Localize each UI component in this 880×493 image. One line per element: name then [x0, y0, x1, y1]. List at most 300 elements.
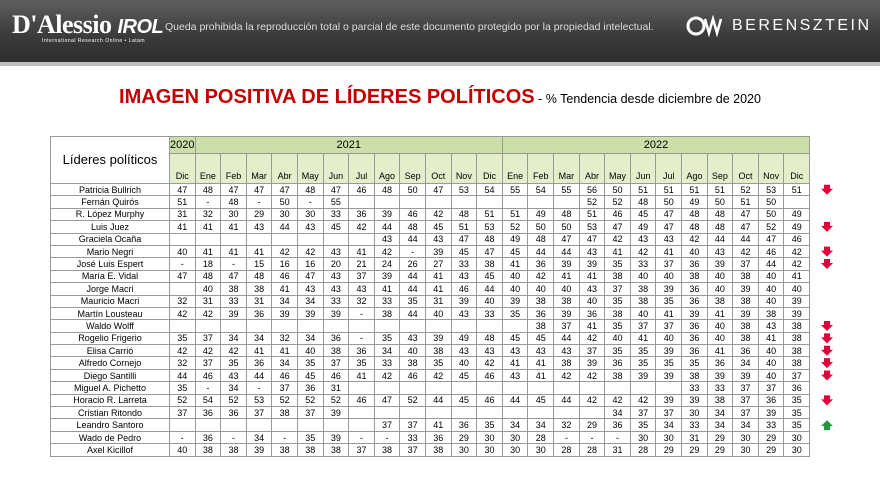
value-cell: 50: [528, 221, 554, 233]
value-cell: [221, 233, 247, 245]
value-cell: 31: [170, 208, 196, 220]
value-cell: [374, 382, 400, 394]
trend-down-arrow-icon: [821, 247, 833, 257]
value-cell: 34: [272, 357, 298, 369]
value-cell: 42: [170, 345, 196, 357]
value-cell: [400, 382, 426, 394]
value-cell: [451, 196, 477, 208]
value-cell: 44: [246, 369, 272, 381]
corner-label: Líderes políticos: [51, 137, 170, 184]
month-header: Oct: [425, 154, 451, 184]
value-cell: 44: [477, 283, 503, 295]
table-row: [51, 382, 810, 394]
value-cell: [221, 320, 247, 332]
value-cell: [170, 233, 196, 245]
value-cell: 39: [425, 332, 451, 344]
table-row: [51, 221, 810, 233]
value-cell: 29: [707, 444, 733, 456]
value-cell: 28: [579, 444, 605, 456]
value-cell: 48: [451, 208, 477, 220]
trend-down-arrow-icon: [821, 321, 833, 331]
value-cell: [605, 382, 631, 394]
value-cell: 45: [297, 369, 323, 381]
value-cell: 39: [579, 357, 605, 369]
value-cell: 37: [733, 407, 759, 419]
value-cell: 33: [323, 295, 349, 307]
leader-name: Diego Santilli: [51, 369, 170, 381]
value-cell: 41: [272, 283, 298, 295]
value-cell: 47: [451, 233, 477, 245]
leader-name: Waldo Wolff: [51, 320, 170, 332]
value-cell: 40: [605, 332, 631, 344]
value-cell: [425, 407, 451, 419]
value-cell: 43: [349, 283, 375, 295]
table-row: [51, 196, 810, 208]
leader-name: Mario Negri: [51, 245, 170, 257]
value-cell: 51: [733, 196, 759, 208]
value-cell: 36: [425, 431, 451, 443]
value-cell: [374, 196, 400, 208]
value-cell: 31: [425, 295, 451, 307]
value-cell: [425, 320, 451, 332]
value-cell: 27: [425, 258, 451, 270]
value-cell: 40: [784, 283, 810, 295]
value-cell: 41: [707, 307, 733, 319]
value-cell: 47: [425, 184, 451, 196]
value-cell: 52: [579, 196, 605, 208]
value-cell: 38: [297, 444, 323, 456]
value-cell: 35: [170, 382, 196, 394]
value-cell: 38: [221, 283, 247, 295]
value-cell: 54: [477, 184, 503, 196]
value-cell: [272, 233, 298, 245]
value-cell: 50: [707, 196, 733, 208]
value-cell: 42: [733, 245, 759, 257]
value-cell: 39: [758, 407, 784, 419]
value-cell: 34: [733, 357, 759, 369]
value-cell: [477, 196, 503, 208]
value-cell: 36: [528, 258, 554, 270]
value-cell: 38: [221, 444, 247, 456]
value-cell: 35: [605, 320, 631, 332]
value-cell: -: [374, 431, 400, 443]
value-cell: 38: [272, 444, 298, 456]
value-cell: 49: [784, 208, 810, 220]
table-row: [51, 208, 810, 220]
value-cell: -: [170, 258, 196, 270]
value-cell: 30: [733, 444, 759, 456]
value-cell: 50: [656, 196, 682, 208]
month-header: Dic: [170, 154, 196, 184]
value-cell: 48: [297, 184, 323, 196]
value-cell: 43: [221, 369, 247, 381]
value-cell: 51: [656, 184, 682, 196]
value-cell: 39: [682, 394, 708, 406]
value-cell: 36: [297, 382, 323, 394]
value-cell: 39: [656, 283, 682, 295]
value-cell: 33: [400, 431, 426, 443]
value-cell: 34: [374, 345, 400, 357]
value-cell: 50: [758, 196, 784, 208]
value-cell: 30: [784, 431, 810, 443]
table-row: [51, 270, 810, 282]
value-cell: 38: [758, 307, 784, 319]
value-cell: [400, 407, 426, 419]
value-cell: 37: [272, 382, 298, 394]
value-cell: 36: [682, 332, 708, 344]
value-cell: 45: [477, 270, 503, 282]
value-cell: 47: [170, 270, 196, 282]
month-header: Sep: [707, 154, 733, 184]
value-cell: 41: [195, 221, 221, 233]
value-cell: 40: [758, 357, 784, 369]
value-cell: 40: [758, 369, 784, 381]
value-cell: 34: [707, 407, 733, 419]
value-cell: 38: [707, 295, 733, 307]
month-header: Feb: [528, 154, 554, 184]
value-cell: [323, 320, 349, 332]
value-cell: 29: [246, 208, 272, 220]
value-cell: [477, 382, 503, 394]
value-cell: 47: [656, 221, 682, 233]
value-cell: 39: [656, 345, 682, 357]
value-cell: 18: [195, 258, 221, 270]
value-cell: 53: [246, 394, 272, 406]
value-cell: [170, 283, 196, 295]
value-cell: 45: [323, 221, 349, 233]
value-cell: 43: [246, 221, 272, 233]
value-cell: 48: [707, 221, 733, 233]
value-cell: [246, 320, 272, 332]
value-cell: 34: [221, 382, 247, 394]
value-cell: 41: [221, 221, 247, 233]
header-banner: [0, 0, 880, 66]
value-cell: 32: [554, 419, 580, 431]
value-cell: 42: [579, 332, 605, 344]
value-cell: 35: [605, 295, 631, 307]
value-cell: 38: [733, 320, 759, 332]
value-cell: 34: [528, 419, 554, 431]
value-cell: [630, 382, 656, 394]
value-cell: 36: [682, 258, 708, 270]
value-cell: 35: [656, 295, 682, 307]
value-cell: 44: [400, 283, 426, 295]
value-cell: 41: [579, 320, 605, 332]
value-cell: 38: [605, 307, 631, 319]
value-cell: 46: [477, 369, 503, 381]
value-cell: 30: [682, 407, 708, 419]
value-cell: 44: [400, 270, 426, 282]
value-cell: 30: [477, 431, 503, 443]
value-cell: 43: [554, 345, 580, 357]
value-cell: 35: [400, 295, 426, 307]
value-cell: 43: [656, 233, 682, 245]
value-cell: 50: [400, 184, 426, 196]
value-cell: 40: [630, 270, 656, 282]
value-cell: 38: [528, 295, 554, 307]
value-cell: 33: [323, 208, 349, 220]
value-cell: 39: [374, 208, 400, 220]
trend-down-arrow-icon: [821, 185, 833, 195]
value-cell: 42: [630, 394, 656, 406]
value-cell: [374, 407, 400, 419]
table-row: [51, 369, 810, 381]
value-cell: 42: [682, 233, 708, 245]
value-cell: 33: [221, 295, 247, 307]
value-cell: [349, 196, 375, 208]
value-cell: [349, 233, 375, 245]
month-header: Jul: [349, 154, 375, 184]
value-cell: 40: [451, 357, 477, 369]
value-cell: [195, 320, 221, 332]
value-cell: 40: [425, 307, 451, 319]
value-cell: 48: [195, 184, 221, 196]
value-cell: [528, 196, 554, 208]
value-cell: 51: [707, 184, 733, 196]
value-cell: 34: [707, 419, 733, 431]
value-cell: 43: [707, 245, 733, 257]
value-cell: 31: [195, 295, 221, 307]
value-cell: 47: [477, 245, 503, 257]
value-cell: 36: [451, 419, 477, 431]
value-cell: [349, 382, 375, 394]
value-cell: 40: [195, 283, 221, 295]
value-cell: 48: [682, 208, 708, 220]
value-cell: 46: [605, 208, 631, 220]
value-cell: 38: [554, 357, 580, 369]
value-cell: 52: [272, 394, 298, 406]
value-cell: [784, 196, 810, 208]
value-cell: 37: [784, 369, 810, 381]
value-cell: [297, 320, 323, 332]
value-cell: 48: [707, 208, 733, 220]
value-cell: [246, 233, 272, 245]
value-cell: 49: [502, 233, 528, 245]
value-cell: 40: [758, 345, 784, 357]
value-cell: 39: [733, 369, 759, 381]
value-cell: 43: [323, 283, 349, 295]
value-cell: [323, 419, 349, 431]
month-header: Nov: [451, 154, 477, 184]
value-cell: 46: [400, 208, 426, 220]
value-cell: -: [400, 245, 426, 257]
leaders-table: [50, 136, 810, 457]
value-cell: 39: [323, 407, 349, 419]
value-cell: 43: [528, 345, 554, 357]
value-cell: 32: [349, 295, 375, 307]
month-header: Mar: [554, 154, 580, 184]
value-cell: 42: [425, 369, 451, 381]
page-title: [0, 86, 880, 109]
value-cell: [477, 407, 503, 419]
value-cell: -: [272, 431, 298, 443]
table-row: [51, 245, 810, 257]
table-row: [51, 407, 810, 419]
value-cell: [554, 196, 580, 208]
value-cell: 28: [528, 431, 554, 443]
value-cell: [297, 419, 323, 431]
value-cell: [656, 382, 682, 394]
value-cell: 32: [272, 332, 298, 344]
value-cell: 36: [246, 357, 272, 369]
value-cell: 43: [323, 245, 349, 257]
value-cell: -: [297, 196, 323, 208]
value-cell: 47: [579, 233, 605, 245]
value-cell: 47: [272, 184, 298, 196]
value-cell: 42: [425, 208, 451, 220]
value-cell: [349, 407, 375, 419]
value-cell: 42: [605, 394, 631, 406]
value-cell: 37: [400, 419, 426, 431]
value-cell: -: [349, 307, 375, 319]
value-cell: 40: [707, 320, 733, 332]
value-cell: 43: [451, 307, 477, 319]
value-cell: 40: [554, 283, 580, 295]
value-cell: 37: [195, 357, 221, 369]
value-cell: 41: [707, 345, 733, 357]
trend-down-arrow-icon: [821, 358, 833, 368]
value-cell: 30: [784, 444, 810, 456]
value-cell: 38: [605, 369, 631, 381]
value-cell: 41: [605, 245, 631, 257]
value-cell: 36: [784, 382, 810, 394]
value-cell: 38: [323, 444, 349, 456]
value-cell: 40: [297, 345, 323, 357]
value-cell: 33: [682, 419, 708, 431]
value-cell: [195, 233, 221, 245]
value-cell: 48: [195, 270, 221, 282]
value-cell: 34: [246, 431, 272, 443]
value-cell: 52: [221, 394, 247, 406]
month-header: Jul: [656, 154, 682, 184]
value-cell: -: [195, 382, 221, 394]
month-header: Sep: [400, 154, 426, 184]
value-cell: 38: [630, 295, 656, 307]
value-cell: 46: [349, 184, 375, 196]
leader-name: María E. Vidal: [51, 270, 170, 282]
value-cell: 45: [528, 332, 554, 344]
value-cell: 40: [170, 444, 196, 456]
value-cell: 37: [579, 345, 605, 357]
value-cell: 43: [579, 245, 605, 257]
month-header: Abr: [272, 154, 298, 184]
value-cell: -: [554, 431, 580, 443]
value-cell: -: [170, 431, 196, 443]
value-cell: 42: [349, 221, 375, 233]
value-cell: -: [221, 431, 247, 443]
value-cell: 39: [554, 307, 580, 319]
table-row: [51, 307, 810, 319]
value-cell: 44: [733, 233, 759, 245]
month-header: Abr: [579, 154, 605, 184]
table-row: [51, 332, 810, 344]
value-cell: 45: [528, 394, 554, 406]
value-cell: 43: [451, 270, 477, 282]
value-cell: 30: [528, 444, 554, 456]
value-cell: [246, 419, 272, 431]
value-cell: 38: [784, 320, 810, 332]
value-cell: 47: [605, 221, 631, 233]
value-cell: 46: [477, 394, 503, 406]
value-cell: 40: [400, 345, 426, 357]
value-cell: [451, 382, 477, 394]
irol-logo-text: IROL: [117, 16, 164, 38]
value-cell: 41: [349, 245, 375, 257]
table-row: [51, 283, 810, 295]
value-cell: 39: [682, 307, 708, 319]
value-cell: [349, 419, 375, 431]
value-cell: [425, 382, 451, 394]
value-cell: 30: [502, 431, 528, 443]
value-cell: 48: [221, 196, 247, 208]
value-cell: 41: [758, 332, 784, 344]
leader-name: Wado de Pedro: [51, 431, 170, 443]
value-cell: 48: [528, 233, 554, 245]
value-cell: 53: [451, 184, 477, 196]
value-cell: 37: [554, 320, 580, 332]
value-cell: 39: [451, 295, 477, 307]
value-cell: 49: [630, 221, 656, 233]
value-cell: 44: [554, 245, 580, 257]
value-cell: 40: [502, 283, 528, 295]
leader-name: Cristian Ritondo: [51, 407, 170, 419]
value-cell: -: [605, 431, 631, 443]
value-cell: 41: [656, 245, 682, 257]
value-cell: [170, 320, 196, 332]
value-cell: 41: [246, 345, 272, 357]
value-cell: -: [349, 431, 375, 443]
leader-name: Luis Juez: [51, 221, 170, 233]
value-cell: -: [349, 332, 375, 344]
year-header: 2022: [502, 137, 809, 154]
value-cell: 45: [451, 245, 477, 257]
value-cell: 37: [349, 444, 375, 456]
value-cell: 30: [656, 431, 682, 443]
value-cell: 52: [758, 221, 784, 233]
value-cell: 35: [682, 357, 708, 369]
leader-name: Leandro Santoro: [51, 419, 170, 431]
value-cell: 40: [758, 295, 784, 307]
value-cell: -: [221, 258, 247, 270]
value-cell: 46: [784, 233, 810, 245]
table-row: [51, 258, 810, 270]
table-row: [51, 431, 810, 443]
value-cell: 35: [297, 357, 323, 369]
month-header: Dic: [784, 154, 810, 184]
leader-name: Mauricio Macri: [51, 295, 170, 307]
dalessio-logo-subtitle: International Research Online • Latam: [42, 38, 146, 44]
value-cell: 41: [170, 221, 196, 233]
value-cell: 40: [528, 283, 554, 295]
value-cell: 45: [502, 245, 528, 257]
value-cell: 40: [579, 295, 605, 307]
value-cell: 30: [630, 431, 656, 443]
value-cell: 55: [502, 184, 528, 196]
value-cell: 36: [221, 407, 247, 419]
value-cell: 37: [733, 394, 759, 406]
table-row: [51, 394, 810, 406]
value-cell: 34: [297, 295, 323, 307]
value-cell: 41: [425, 419, 451, 431]
value-cell: 44: [425, 394, 451, 406]
value-cell: 38: [784, 332, 810, 344]
value-cell: 43: [630, 233, 656, 245]
value-cell: 32: [170, 295, 196, 307]
value-cell: 40: [170, 245, 196, 257]
value-cell: [502, 196, 528, 208]
value-cell: [502, 382, 528, 394]
value-cell: 39: [221, 307, 247, 319]
